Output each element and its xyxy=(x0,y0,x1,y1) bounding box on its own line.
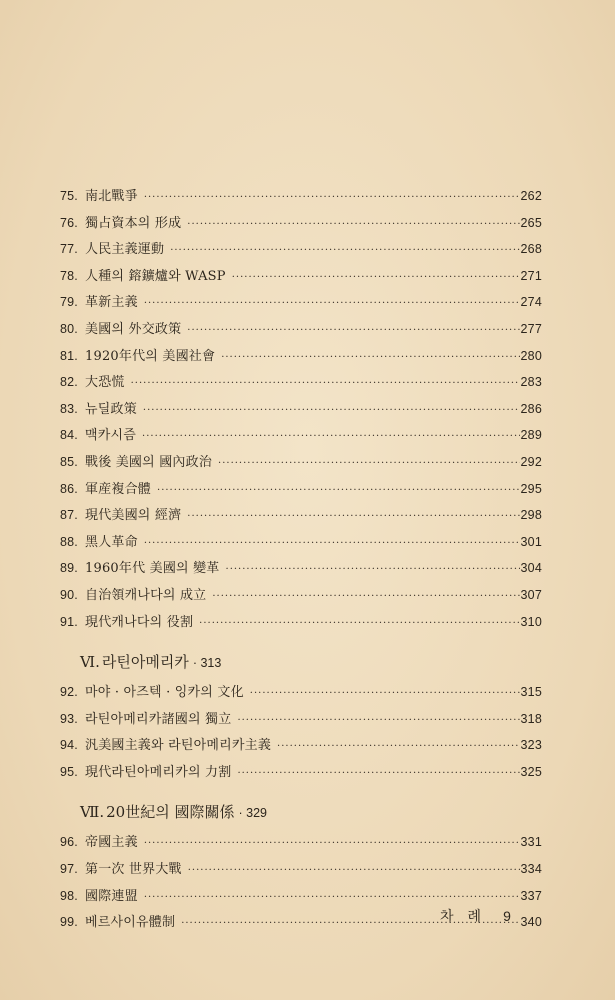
dot-leader xyxy=(237,768,519,779)
entry-number: 95. xyxy=(60,764,78,779)
entry-page: 295 xyxy=(520,481,542,496)
entry-number: 76. xyxy=(60,215,78,230)
entry-page: 310 xyxy=(520,614,542,629)
entry-title: 現代라틴아메리카의 力割 xyxy=(85,764,232,780)
entry-page: 280 xyxy=(520,348,542,363)
entry-number: 83. xyxy=(60,401,78,416)
toc-entry xyxy=(60,451,542,478)
entry-title: 國際連盟 xyxy=(85,888,138,904)
toc-entry xyxy=(60,424,542,451)
entry-page: 286 xyxy=(520,401,542,416)
entry-number: 87. xyxy=(60,508,78,523)
toc-entry xyxy=(60,478,542,505)
dot-leader xyxy=(144,192,520,203)
entry-title: 뉴딜政策 xyxy=(85,401,137,417)
entry-page: 262 xyxy=(520,189,542,203)
toc-entry xyxy=(60,831,542,858)
entry-number: 75. xyxy=(60,189,78,203)
dot-leader xyxy=(187,219,519,230)
entry-number: 98. xyxy=(60,888,78,903)
dot-leader xyxy=(188,865,520,876)
entry-page: 331 xyxy=(520,835,542,850)
section-heading-6 xyxy=(60,651,542,677)
entry-number: 92. xyxy=(60,685,78,700)
entry-page: 283 xyxy=(520,375,542,390)
entry-page: 323 xyxy=(520,738,542,753)
entry-number: 90. xyxy=(60,587,78,602)
entry-title: 黑人革命 xyxy=(85,534,138,550)
dot-leader xyxy=(221,352,519,363)
toc-entry xyxy=(60,238,542,265)
entry-number: 96. xyxy=(60,835,78,850)
entry-title: 大恐慌 xyxy=(85,375,125,391)
entry-page: 298 xyxy=(520,508,542,523)
toc-entry xyxy=(60,265,542,292)
toc-entry xyxy=(60,681,542,708)
section-title: 라틴아메리카 xyxy=(101,653,189,672)
entry-number: 79. xyxy=(60,295,78,310)
toc-entry xyxy=(60,371,542,398)
dot-leader xyxy=(157,485,520,496)
entry-title: 人種의 鎔鑛爐와 WASP xyxy=(85,268,226,284)
dot-leader xyxy=(250,688,520,699)
dot-leader xyxy=(142,431,519,442)
entry-page: 274 xyxy=(520,295,542,310)
entry-title: 帝國主義 xyxy=(85,835,138,851)
dot-leader xyxy=(232,272,520,283)
entry-title: 現代美國의 經濟 xyxy=(85,508,182,524)
entry-title: 人民主義運動 xyxy=(85,242,165,258)
dot-leader xyxy=(144,892,520,903)
dot-leader xyxy=(170,245,519,256)
entry-title: 마야 · 아즈텍 · 잉카의 文化 xyxy=(85,685,244,701)
toc-entry xyxy=(60,557,542,584)
toc-group-part1 xyxy=(60,185,542,637)
dot-leader xyxy=(187,511,519,522)
entry-page: 301 xyxy=(520,534,542,549)
toc-entry xyxy=(60,734,542,761)
entry-number: 77. xyxy=(60,242,78,257)
section-number: Ⅶ. xyxy=(80,803,105,822)
entry-title: 汎美國主義와 라틴아메리카主義 xyxy=(85,738,272,754)
entry-number: 84. xyxy=(60,428,78,443)
entry-title: 라틴아메리카諸國의 獨立 xyxy=(85,711,232,727)
toc-entry xyxy=(60,504,542,531)
dot-leader xyxy=(131,378,520,389)
entry-number: 97. xyxy=(60,862,78,877)
entry-number: 80. xyxy=(60,321,78,336)
toc-entry xyxy=(60,398,542,425)
section-heading-7 xyxy=(60,801,542,827)
entry-title: 南北戰爭 xyxy=(85,189,138,204)
entry-page: 318 xyxy=(520,711,542,726)
dot-leader xyxy=(237,715,519,726)
table-of-contents xyxy=(60,185,542,938)
entry-title: 美國의 外交政策 xyxy=(85,321,182,337)
dot-leader xyxy=(143,405,520,416)
entry-page: 277 xyxy=(520,321,542,336)
toc-entry xyxy=(60,212,542,239)
dot-leader xyxy=(144,538,520,549)
entry-page: 265 xyxy=(520,215,542,230)
dot-leader xyxy=(187,325,519,336)
entry-page: 325 xyxy=(520,764,542,779)
section-number: Ⅵ. xyxy=(80,653,100,672)
entry-title: 맥카시즘 xyxy=(85,428,137,444)
entry-number: 78. xyxy=(60,268,78,283)
entry-number: 86. xyxy=(60,481,78,496)
toc-entry xyxy=(60,858,542,885)
entry-number: 82. xyxy=(60,375,78,390)
toc-entry xyxy=(60,318,542,345)
dot-leader xyxy=(218,458,520,469)
toc-entry xyxy=(60,708,542,735)
entry-page: 315 xyxy=(520,685,542,700)
entry-page: 292 xyxy=(520,454,542,469)
entry-number: 88. xyxy=(60,534,78,549)
page-footer xyxy=(440,906,511,926)
dot-leader xyxy=(144,838,520,849)
footer-label-1: 차 xyxy=(440,909,454,925)
entry-number: 94. xyxy=(60,738,78,753)
entry-page: 337 xyxy=(520,888,542,903)
dot-leader xyxy=(212,591,519,602)
entry-number: 85. xyxy=(60,454,78,469)
entry-title: 베르사이유體制 xyxy=(85,915,176,931)
entry-number: 91. xyxy=(60,614,78,629)
entry-page: 271 xyxy=(520,268,542,283)
section-page: · 313 xyxy=(192,656,222,671)
entry-number: 93. xyxy=(60,711,78,726)
entry-number: 99. xyxy=(60,915,78,930)
entry-title: 戰後 美國의 國內政治 xyxy=(85,454,213,470)
entry-title: 自治領캐나다의 成立 xyxy=(85,587,207,603)
toc-entry xyxy=(60,531,542,558)
toc-entry xyxy=(60,761,542,788)
entry-page: 268 xyxy=(520,242,542,257)
entry-title: 革新主義 xyxy=(85,295,138,311)
entry-title: 軍産複合體 xyxy=(85,481,152,497)
entry-page: 334 xyxy=(520,862,542,877)
section-title: 20世紀의 國際關係 xyxy=(106,803,235,822)
toc-group-part2 xyxy=(60,681,542,787)
entry-page: 289 xyxy=(520,428,542,443)
entry-title: 現代캐나다의 役割 xyxy=(85,614,194,630)
toc-entry xyxy=(60,291,542,318)
dot-leader xyxy=(199,618,519,629)
entry-title: 1960年代 美國의 變革 xyxy=(85,561,220,577)
dot-leader xyxy=(277,741,519,752)
page-number: 9 xyxy=(503,908,511,924)
section-page: · 329 xyxy=(238,806,267,821)
dot-leader xyxy=(226,564,520,575)
entry-page: 304 xyxy=(520,561,542,576)
toc-entry xyxy=(60,611,542,638)
dot-leader xyxy=(144,298,520,309)
entry-number: 89. xyxy=(60,561,78,576)
toc-entry xyxy=(60,345,542,372)
entry-page: 307 xyxy=(520,587,542,602)
toc-entry xyxy=(60,185,542,212)
entry-page: 340 xyxy=(520,915,542,930)
entry-title: 第一次 世界大戰 xyxy=(85,862,182,878)
entry-number: 81. xyxy=(60,348,78,363)
footer-label-2: 례 xyxy=(467,909,482,925)
entry-title: 1920年代의 美國社會 xyxy=(85,348,216,364)
toc-entry xyxy=(60,584,542,611)
entry-title: 獨占資本의 形成 xyxy=(85,215,182,231)
